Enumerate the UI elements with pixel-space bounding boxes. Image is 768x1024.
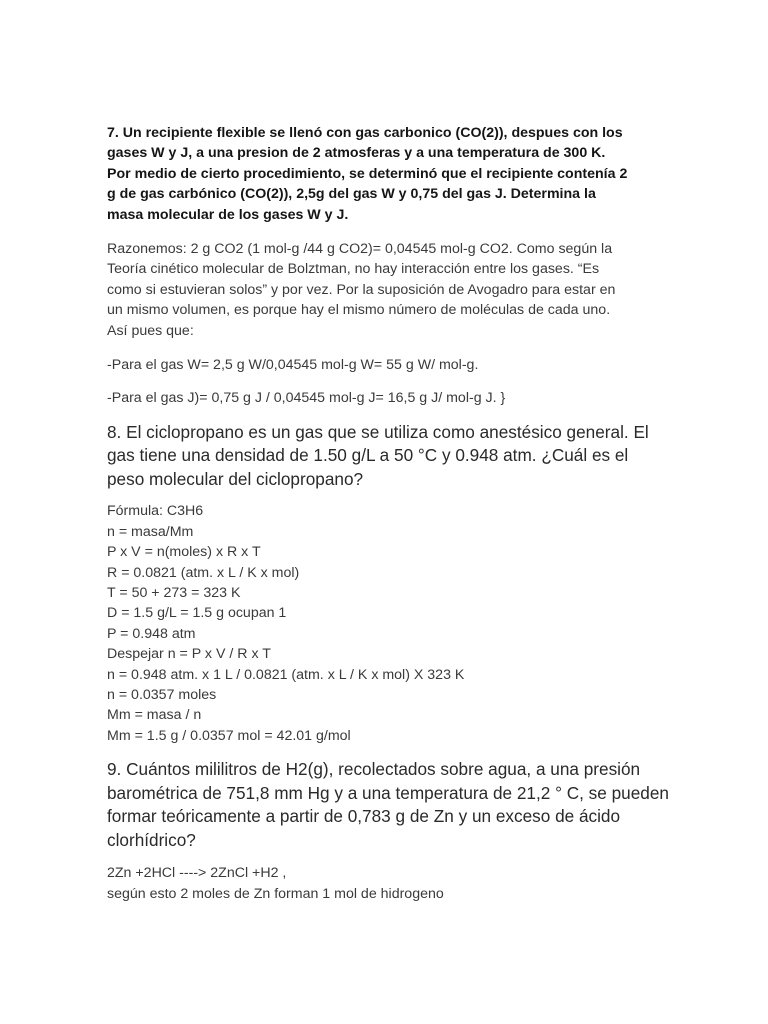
reasoning-line: Así pues que: — [107, 322, 194, 339]
question-8-solution — [107, 501, 667, 746]
question-8-line: 8. El ciclopropano es un gas que se utiliza como anestésico general. El — [107, 421, 649, 442]
solution-line: según esto 2 moles de Zn forman 1 mol de hidrogeno — [107, 885, 444, 902]
solution-line: n = masa/Mm — [107, 523, 194, 540]
question-8-line: peso molecular del ciclopropano? — [107, 468, 364, 489]
solution-line: n = 0.948 atm. x 1 L / 0.0821 (atm. x L / K x mol) X 323 K — [107, 666, 465, 683]
question-7-line: g de gas carbónico (CO(2)), 2,5g del gas W y 0,75 del gas J. Determina la — [107, 186, 596, 203]
question-9-line: 9. Cuántos mililitros de H2(g), recolectados sobre agua, a una presión — [107, 759, 641, 780]
question-8-line: gas tiene una densidad de 1.50 g/L a 50 °C y 0.948 atm. ¿Cuál es el — [107, 445, 629, 466]
gas-w-result: -Para el gas W= 2,5 g W/0,04545 mol-g W= 55 g W/ mol-g. — [107, 357, 479, 374]
question-7-line: gases W y J, a una presion de 2 atmosferas y a una temperatura de 300 K. — [107, 145, 606, 162]
solution-line: D = 1.5 g/L = 1.5 g ocupan 1 — [107, 605, 287, 622]
solution-line: R = 0.0821 (atm. x L / K x mol) — [107, 564, 300, 581]
question-7-line: 7. Un recipiente flexible se llenó con gas carbonico (CO(2)), despues con los — [107, 125, 623, 141]
reasoning-line: un mismo volumen, es porque hay el mismo número de moléculas de cada uno. — [107, 302, 611, 319]
solution-line: Mm = 1.5 g / 0.0357 mol = 42.01 g/mol — [107, 727, 351, 744]
reasoning-line: Razonemos: 2 g CO2 (1 mol-g /44 g CO2)= 0,04545 mol-g CO2. Como según la — [107, 241, 613, 258]
solution-line: P = 0.948 atm — [107, 625, 196, 642]
solution-line: 2Zn +2HCl ----> 2ZnCl +H2 , — [107, 865, 287, 882]
reasoning-line: como si estuvieran solos” y por vez. Por la suposición de Avogadro para estar en — [107, 281, 616, 298]
question-9 — [107, 758, 667, 852]
solution-line: Mm = masa / n — [107, 707, 202, 724]
solution-line: Despejar n = P x V / R x T — [107, 646, 271, 663]
reasoning-line: Teoría cinético molecular de Bolztman, no hay interacción entre los gases. “Es — [107, 261, 600, 278]
gas-j-result: -Para el gas J)= 0,75 g J / 0,04545 mol-g J= 16,5 g J/ mol-g J. } — [107, 390, 506, 407]
solution-line: P x V = n(moles) x R x T — [107, 544, 261, 561]
question-7 — [107, 123, 667, 225]
document-page — [107, 123, 667, 904]
question-9-line: clorhídrico? — [107, 829, 196, 850]
question-9-solution — [107, 863, 667, 904]
solution-line: n = 0.0357 moles — [107, 687, 217, 704]
question-7-reasoning — [107, 239, 667, 341]
question-7-line: Por medio de cierto procedimiento, se determinó que el recipiente contenía 2 — [107, 165, 628, 182]
solution-line: Fórmula: C3H6 — [107, 503, 204, 520]
question-7-line: masa molecular de los gases W y J. — [107, 206, 349, 223]
solution-line: T = 50 + 273 = 323 K — [107, 585, 241, 601]
question-8 — [107, 421, 667, 492]
question-9-line: formar teóricamente a partir de 0,783 g de Zn y un exceso de ácido — [107, 806, 621, 827]
question-9-line: barométrica de 751,8 mm Hg y a una temperatura de 21,2 ° C, se pueden — [107, 782, 669, 803]
